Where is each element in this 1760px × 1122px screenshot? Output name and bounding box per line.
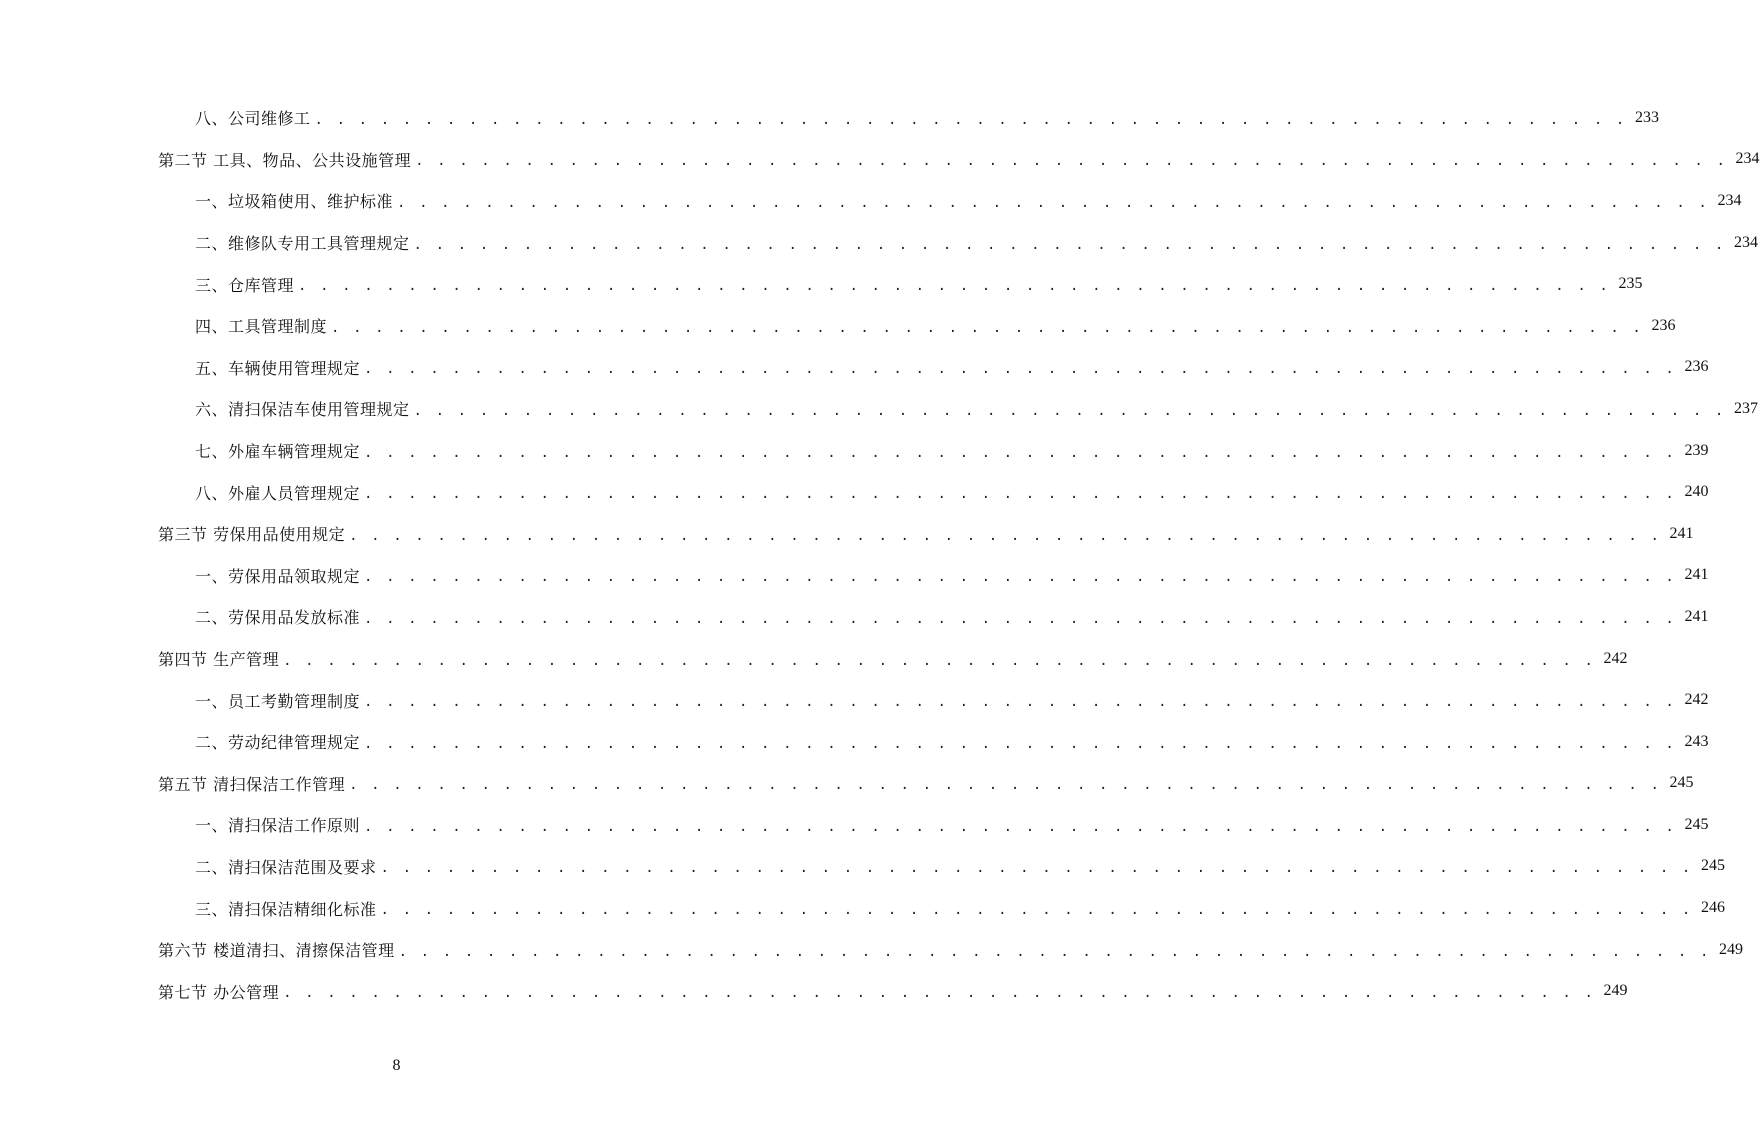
toc-dot-leader: . . . . . . . . . . . . . . . . . . . . . . . . . . . . . . . . . . . . . . . . . . . . . . . . . . . . . . . . . . . .: [413, 236, 1726, 253]
toc-dot-leader: . . . . . . . . . . . . . . . . . . . . . . . . . . . . . . . . . . . . . . . . . . . . . . . . . . . . . . . . . . . .: [413, 402, 1726, 419]
toc-entry-title: 四、工具管理制度: [195, 317, 328, 337]
table-of-contents: [0, 97, 1760, 1012]
toc-subsection-entry[interactable]: [0, 430, 1709, 472]
toc-subsection-entry[interactable]: [0, 555, 1709, 597]
toc-entry-title: 七、外雇车辆管理规定: [195, 442, 361, 462]
toc-entry-page-number: 243: [1684, 732, 1709, 750]
toc-entry-title: 第四节 生产管理: [158, 650, 280, 670]
toc-entry-title: 五、车辆使用管理规定: [195, 358, 361, 378]
toc-subsection-entry[interactable]: [0, 721, 1709, 763]
toc-entry-page-number: 245: [1684, 815, 1709, 833]
toc-dot-leader: . . . . . . . . . . . . . . . . . . . . . . . . . . . . . . . . . . . . . . . . . . . . . . . . . . . . . . . . . . . .: [364, 818, 1677, 835]
toc-entry-page-number: 246: [1700, 899, 1725, 917]
toc-dot-leader: . . . . . . . . . . . . . . . . . . . . . . . . . . . . . . . . . . . . . . . . . . . . . . . . . . . . . . . . . . . .: [380, 860, 1693, 877]
toc-entry-page-number: 241: [1669, 524, 1694, 542]
toc-entry-page-number: 234: [1735, 150, 1760, 168]
toc-entry-title: 六、清扫保洁车使用管理规定: [195, 400, 410, 420]
toc-subsection-entry[interactable]: [0, 471, 1709, 513]
toc-subsection-entry[interactable]: [0, 846, 1725, 888]
toc-entry-page-number: 249: [1603, 982, 1628, 1000]
toc-dot-leader: . . . . . . . . . . . . . . . . . . . . . . . . . . . . . . . . . . . . . . . . . . . . . . . . . . . . . . . . . . . .: [331, 319, 1644, 336]
toc-dot-leader: . . . . . . . . . . . . . . . . . . . . . . . . . . . . . . . . . . . . . . . . . . . . . . . . . . . . . . . . . . . .: [364, 610, 1677, 627]
toc-dot-leader: . . . . . . . . . . . . . . . . . . . . . . . . . . . . . . . . . . . . . . . . . . . . . . . . . . . . . . . . . . . .: [380, 902, 1693, 919]
toc-subsection-entry[interactable]: [0, 887, 1725, 929]
page-number: 8: [392, 1057, 401, 1074]
toc-dot-leader: . . . . . . . . . . . . . . . . . . . . . . . . . . . . . . . . . . . . . . . . . . . . . . . . . . . . . . . . . . . .: [364, 486, 1677, 503]
toc-dot-leader: . . . . . . . . . . . . . . . . . . . . . . . . . . . . . . . . . . . . . . . . . . . . . . . . . . . . . . . . . . . .: [283, 652, 1596, 669]
toc-entry-page-number: 241: [1684, 566, 1709, 584]
toc-entry-title: 第六节 楼道清扫、清擦保洁管理: [158, 941, 395, 961]
toc-subsection-entry[interactable]: [0, 305, 1676, 347]
toc-entry-page-number: 240: [1684, 483, 1709, 501]
toc-dot-leader: . . . . . . . . . . . . . . . . . . . . . . . . . . . . . . . . . . . . . . . . . . . . . . . . . . . . . . . . . . . .: [415, 153, 1728, 170]
toc-dot-leader: . . . . . . . . . . . . . . . . . . . . . . . . . . . . . . . . . . . . . . . . . . . . . . . . . . . . . . . . . . . .: [364, 361, 1677, 378]
toc-dot-leader: . . . . . . . . . . . . . . . . . . . . . . . . . . . . . . . . . . . . . . . . . . . . . . . . . . . . . . . . . . . .: [398, 943, 1712, 960]
toc-entry-page-number: 249: [1719, 940, 1744, 958]
toc-subsection-entry[interactable]: [0, 180, 1742, 222]
toc-entry-page-number: 245: [1669, 774, 1694, 792]
toc-entry-page-number: 235: [1618, 275, 1643, 293]
toc-entry-title: 第七节 办公管理: [158, 982, 280, 1002]
toc-section-entry[interactable]: [0, 763, 1694, 805]
toc-entry-page-number: 233: [1634, 108, 1659, 126]
toc-dot-leader: . . . . . . . . . . . . . . . . . . . . . . . . . . . . . . . . . . . . . . . . . . . . . . . . . . . . . . . . . . . .: [283, 985, 1596, 1002]
toc-entry-title: 一、劳保用品领取规定: [195, 566, 361, 586]
toc-entry-page-number: 242: [1603, 649, 1628, 667]
toc-entry-page-number: 237: [1733, 399, 1758, 417]
toc-section-entry[interactable]: [0, 638, 1628, 680]
toc-entry-page-number: 242: [1684, 691, 1709, 709]
toc-entry-title: 第五节 清扫保洁工作管理: [158, 774, 346, 794]
toc-section-entry[interactable]: [0, 139, 1760, 181]
toc-section-entry[interactable]: [0, 970, 1628, 1012]
toc-entry-page-number: 236: [1684, 358, 1709, 376]
toc-dot-leader: . . . . . . . . . . . . . . . . . . . . . . . . . . . . . . . . . . . . . . . . . . . . . . . . . . . . . . . . . . . .: [364, 569, 1677, 586]
toc-section-entry[interactable]: [0, 929, 1744, 971]
toc-entry-page-number: 234: [1733, 233, 1758, 251]
toc-dot-leader: . . . . . . . . . . . . . . . . . . . . . . . . . . . . . . . . . . . . . . . . . . . . . . . . . . . . . . . . . . . .: [364, 735, 1677, 752]
toc-entry-title: 一、员工考勤管理制度: [195, 691, 361, 711]
toc-entry-page-number: 245: [1700, 857, 1725, 875]
toc-entry-page-number: 234: [1717, 191, 1742, 209]
toc-section-entry[interactable]: [0, 513, 1694, 555]
toc-dot-leader: . . . . . . . . . . . . . . . . . . . . . . . . . . . . . . . . . . . . . . . . . . . . . . . . . . . . . . . . . . . .: [397, 194, 1710, 211]
toc-subsection-entry[interactable]: [0, 804, 1709, 846]
toc-subsection-entry[interactable]: [0, 347, 1709, 389]
toc-subsection-entry[interactable]: [0, 222, 1758, 264]
toc-subsection-entry[interactable]: [0, 679, 1709, 721]
toc-dot-leader: . . . . . . . . . . . . . . . . . . . . . . . . . . . . . . . . . . . . . . . . . . . . . . . . . . . . . . . . . . . .: [314, 111, 1627, 128]
toc-dot-leader: . . . . . . . . . . . . . . . . . . . . . . . . . . . . . . . . . . . . . . . . . . . . . . . . . . . . . . . . . . . .: [298, 278, 1611, 295]
toc-entry-title: 第三节 劳保用品使用规定: [158, 525, 346, 545]
toc-entry-title: 二、劳保用品发放标准: [195, 608, 361, 628]
toc-entry-title: 三、仓库管理: [195, 275, 295, 295]
toc-entry-title: 一、垃圾箱使用、维护标准: [195, 192, 394, 212]
toc-subsection-entry[interactable]: [0, 97, 1659, 139]
toc-dot-leader: . . . . . . . . . . . . . . . . . . . . . . . . . . . . . . . . . . . . . . . . . . . . . . . . . . . . . . . . . . . .: [364, 694, 1677, 711]
toc-entry-page-number: 241: [1684, 607, 1709, 625]
toc-entry-title: 八、外雇人员管理规定: [195, 483, 361, 503]
toc-subsection-entry[interactable]: [0, 388, 1758, 430]
toc-entry-title: 二、劳动纪律管理规定: [195, 733, 361, 753]
toc-entry-title: 八、公司维修工: [195, 109, 311, 129]
toc-dot-leader: . . . . . . . . . . . . . . . . . . . . . . . . . . . . . . . . . . . . . . . . . . . . . . . . . . . . . . . . . . . .: [364, 444, 1677, 461]
toc-dot-leader: . . . . . . . . . . . . . . . . . . . . . . . . . . . . . . . . . . . . . . . . . . . . . . . . . . . . . . . . . . . .: [349, 527, 1662, 544]
toc-entry-title: 第二节 工具、物品、公共设施管理: [158, 150, 412, 170]
toc-entry-title: 一、清扫保洁工作原则: [195, 816, 361, 836]
toc-entry-page-number: 236: [1651, 316, 1676, 334]
toc-subsection-entry[interactable]: [0, 596, 1709, 638]
toc-entry-title: 二、维修队专用工具管理规定: [195, 234, 410, 254]
toc-entry-title: 三、清扫保洁精细化标准: [195, 899, 377, 919]
toc-entry-title: 二、清扫保洁范围及要求: [195, 857, 377, 877]
toc-subsection-entry[interactable]: [0, 263, 1643, 305]
toc-dot-leader: . . . . . . . . . . . . . . . . . . . . . . . . . . . . . . . . . . . . . . . . . . . . . . . . . . . . . . . . . . . .: [349, 777, 1662, 794]
toc-entry-page-number: 239: [1684, 441, 1709, 459]
